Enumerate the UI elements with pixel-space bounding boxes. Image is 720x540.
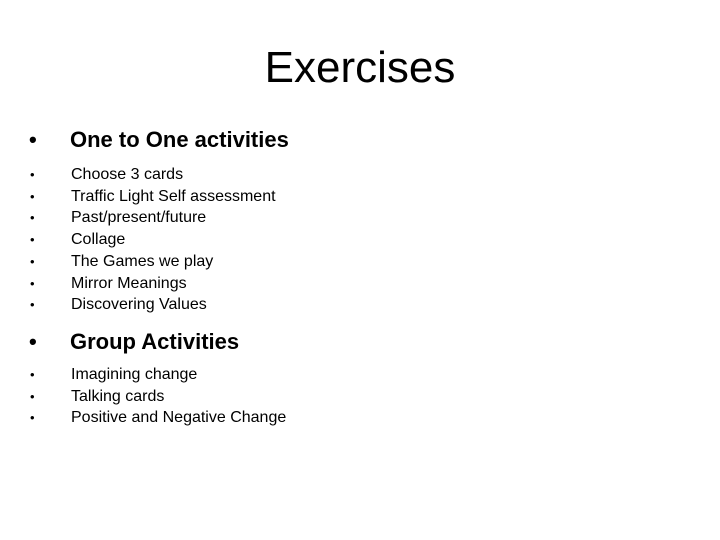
bullet-icon: • (30, 367, 35, 382)
section-heading (29, 328, 286, 356)
list-item-text: Imagining change (71, 366, 198, 383)
list-item-text: Positive and Negative Change (71, 409, 287, 427)
list-item-text: Collage (71, 231, 126, 249)
list-item (29, 364, 286, 386)
list-item-text: The Games we play (71, 252, 214, 270)
list-item (29, 294, 289, 316)
list-item (29, 407, 286, 429)
activity-list (29, 364, 286, 429)
slide-title: Exercises (264, 43, 456, 92)
list-item-text: Choose 3 cards (71, 166, 184, 183)
section-heading-text: One to One activities (70, 127, 289, 152)
bullet-icon: • (30, 232, 35, 248)
list-item (29, 207, 289, 229)
section-heading (29, 126, 289, 154)
bullet-icon: • (30, 188, 35, 204)
list-item-text: Past/present/future (71, 209, 207, 227)
bullet-icon: • (30, 253, 35, 269)
list-item (29, 229, 289, 251)
bullet-icon: • (30, 210, 35, 226)
bullet-icon: • (30, 388, 35, 404)
bullet-icon: • (30, 167, 35, 182)
section-group-activities (29, 328, 286, 429)
bullet-icon: • (30, 410, 35, 426)
bullet-icon: • (29, 127, 37, 152)
section-heading-text: Group Activities (70, 329, 240, 354)
list-item-text: Talking cards (71, 387, 165, 405)
list-item (29, 273, 289, 295)
bullet-icon: • (30, 275, 35, 291)
list-item-text: Mirror Meanings (71, 274, 187, 292)
list-item (29, 164, 289, 186)
bullet-icon: • (30, 297, 35, 313)
bullet-icon: • (29, 329, 37, 354)
list-item-text: Discovering Values (71, 296, 207, 314)
section-one-to-one (29, 126, 289, 316)
list-item-text: Traffic Light Self assessment (71, 187, 276, 205)
list-item (29, 386, 286, 408)
list-item (29, 251, 289, 273)
list-item (29, 186, 289, 208)
activity-list (29, 164, 289, 316)
